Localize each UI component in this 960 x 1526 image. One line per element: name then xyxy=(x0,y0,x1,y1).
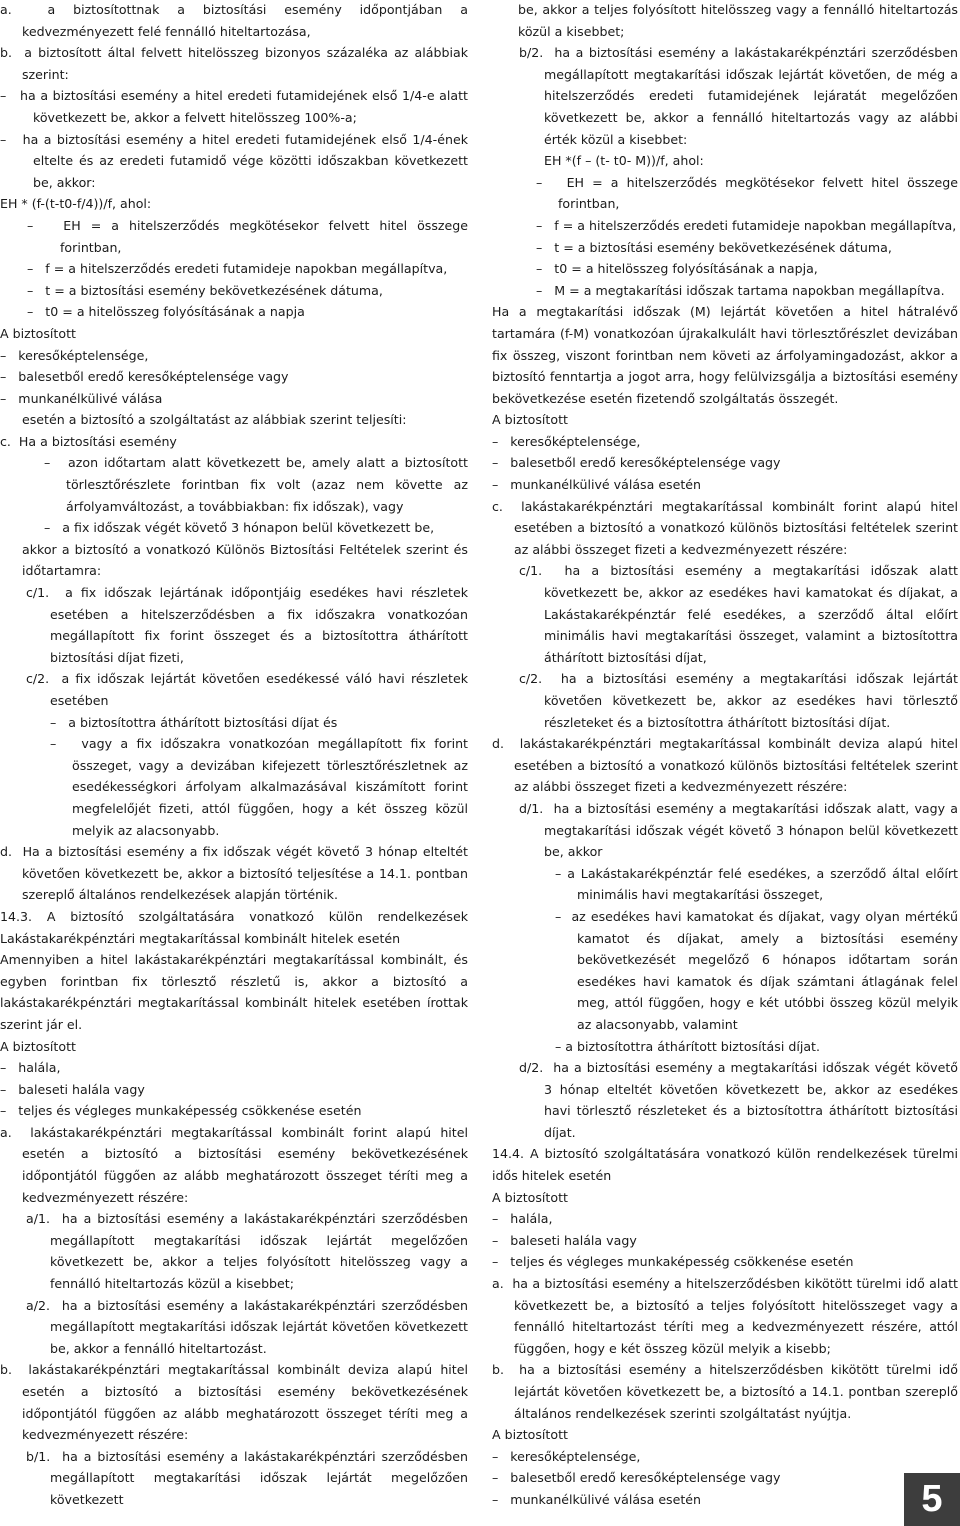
paragraph: d/1. ha a biztosítási esemény a megtakarítási időszak alatt, vagy a megtakarítási időszak végét követő 3 hónapon belül következett be, akkor xyxy=(519,800,958,860)
right-column xyxy=(492,0,958,1511)
paragraph: d/2. ha a biztosítási esemény a megtakarítási időszak végét követő 3 hónap elteltét követően következett be, akkor az esedékes havi törlesztő részleteket és a biztosítottra áthárított biztosítási díjat. xyxy=(519,1060,958,1140)
paragraph: – t0 = a hitelösszeg folyósításának a napja xyxy=(27,304,305,320)
paragraph: – f = a hitelszerződés eredeti futamideje napokban megállapítva, xyxy=(27,261,448,277)
paragraph: – azon időtartam alatt következett be, amely alatt a biztosított törlesztőrészlete forintban fix volt (azaz nem követte az árfolyamváltozást, a továbbiakban: fix időszak), vagy xyxy=(44,455,468,514)
paragraph: 14.4. A biztosító szolgáltatására vonatkozó külön rendelkezések türelmi idős hitelek esetén xyxy=(492,1146,958,1184)
paragraph: b. ha a biztosítási esemény a hitelszerződésben kikötött türelmi idő lejártát követően következett be, a biztosító a 14.1. pontban szereplő általános rendelkezések szerinti szolgáltatást nyújtja. xyxy=(492,1362,958,1421)
paragraph: 14.3. A biztosító szolgáltatására vonatkozó külön rendelkezések Lakástakarékpénztári megtakarítással kombinált hitelek esetén xyxy=(0,908,468,946)
paragraph: a/1. ha a biztosítási esemény a lakástakarékpénztári szerződésben megállapított megtakarítási időszak lejártát megelőzően következett be, akkor a teljes folyósított hitelösszeg vagy a fennálló hiteltartozás közül a kisebbet; xyxy=(26,1211,468,1292)
paragraph: – EH = a hitelszerződés megkötésekor felvett hitel összege forintban, xyxy=(27,217,468,255)
paragraph: a. ha a biztosítási esemény a hitelszerződésben kikötött türelmi idő alatt következett be, a biztosító a teljes folyósított hitelösszeget vagy a fennálló hiteltartozást téríti meg a kedvezményezett részére, attól függően, hogy e két összeg közül melyik a kisebb; xyxy=(492,1276,958,1356)
paragraph: b. lakástakarékpénztári megtakarítással kombinált deviza alapú hitel esetén a biztosító a biztosítási esemény bekövetkezésének időpontjától függően az alább meghatározott összeget téríti meg a kedvezményezett részére: xyxy=(0,1362,468,1443)
paragraph: – keresőképtelensége, xyxy=(492,433,641,449)
paragraph: b. a biztosított által felvett hitelösszeg bizonyos százaléka az alábbiak szerint: xyxy=(0,45,468,82)
paragraph: c/2. ha a biztosítási esemény a megtakarítási időszak lejártát követően következett be, akkor az esedékes havi törlesztő részleteket és a biztosítottra áthárított biztosítási díjat. xyxy=(519,671,958,730)
paragraph: – munkanélkülivé válása esetén xyxy=(492,1491,702,1507)
paragraph: – baleseti halála vagy xyxy=(492,1232,637,1248)
paragraph: c/1. ha a biztosítási esemény a megtakarítási időszak alatt következett be, akkor az esedékes havi kamatokat és díjakat, a Lakástakarékpénztár felé esedékes, a szerződő által előírt minimális havi megtakarítási összeget, valamint a biztosítottra áthárított biztosítási díjat, xyxy=(519,563,958,665)
paragraph: – balesetből eredő keresőképtelensége vagy xyxy=(0,369,289,385)
paragraph: – teljes és végleges munkaképesség csökkenése esetén xyxy=(0,1103,362,1119)
paragraph: A biztosított xyxy=(492,1189,568,1205)
paragraph: be, akkor a teljes folyósított hitelösszeg vagy a fennálló hiteltartozás közül a kisebbet; xyxy=(518,2,958,39)
paragraph: – t0 = a hitelösszeg folyósításának a napja, xyxy=(536,261,818,277)
paragraph: – teljes és végleges munkaképesség csökkenése esetén xyxy=(492,1254,854,1270)
paragraph: b/2. ha a biztosítási esemény a lakástakarékpénztári szerződésben megállapított megtakarítási időszak lejártát követően, de még a hitelszerződés eredeti futamidejének lejáratát megelőzően következett be, akkor a fennálló hiteltartozás vagy az alábbi érték közül a kisebbet: xyxy=(519,45,958,147)
paragraph: – keresőképtelensége, xyxy=(492,1448,641,1464)
paragraph: – baleseti halála vagy xyxy=(0,1081,145,1097)
paragraph: c. Ha a biztosítási esemény xyxy=(0,433,177,449)
paragraph: – halála, xyxy=(492,1211,553,1227)
paragraph: EH * (f-(t-t0-f/4))/f, ahol: xyxy=(0,196,152,212)
paragraph: c/1. a fix időszak lejártának időpontjáig esedékes havi részletek esetében a hitelszerződésben a fix időszakra vonatkozóan megállapított fix forint összeget és a biztosítottra áthárított biztosítási díjat fizeti, xyxy=(26,585,468,665)
paragraph: a. a biztosítottnak a biztosítási esemény időpontjában a kedvezményezett felé fennálló hiteltartozása, xyxy=(0,2,468,39)
paragraph: Amennyiben a hitel lakástakarékpénztári megtakarítással kombinált, és egyben forintban fix törlesztő részletű is, akkor a biztosító a lakástakarékpénztári megtakarítással kombinált hitelek esetében írottak szerint jár el. xyxy=(0,952,468,1032)
paragraph: esetén a biztosító a szolgáltatást az alábbiak szerint teljesíti: xyxy=(22,412,407,428)
paragraph: EH *(f – (t- t0- M))/f, ahol: xyxy=(544,153,704,169)
paragraph: – keresőképtelensége, xyxy=(0,347,149,363)
paragraph: – f = a hitelszerződés eredeti futamideje napokban megállapítva, xyxy=(536,217,957,233)
paragraph: – a fix időszak végét követő 3 hónapon belül következett be, xyxy=(44,520,435,536)
paragraph: c/2. a fix időszak lejártát követően esedékessé váló havi részletek esetében xyxy=(26,671,468,708)
paragraph: – ha a biztosítási esemény a hitel eredeti futamidejének első 1/4-ének eltelte és az eredeti futamidő vége közötti időszakban következett be, akkor: xyxy=(0,131,468,190)
paragraph: A biztosított xyxy=(492,1427,568,1443)
paragraph: b/1. ha a biztosítási esemény a lakástakarékpénztári szerződésben megállapított megtakarítási időszak lejártát megelőzően következett xyxy=(26,1448,468,1507)
paragraph: – a Lakástakarékpénztár felé esedékes, a szerződő által előírt minimális havi megtakarítási összeget, xyxy=(555,865,958,903)
page-number-badge: 5 xyxy=(904,1473,960,1526)
paragraph: – az esedékes havi kamatokat és díjakat, vagy olyan mértékű kamatot és díjakat, amely a biztosítási esemény bekövetkezését megelőző 6 hónapos időtartam során esedékes havi kamatok és díjak számtani átlagának felel meg, attól függően, hogy e két utóbbi összeg közül melyik az alacsonyabb, valamint xyxy=(555,908,958,1032)
paragraph: – munkanélkülivé válása xyxy=(0,390,163,406)
paragraph: a. lakástakarékpénztári megtakarítással kombinált forint alapú hitel esetén a biztosító a biztosítási esemény bekövetkezésének időpontjától függően az alább meghatározott összeget téríti meg a kedvezményezett részére: xyxy=(0,1124,468,1205)
paragraph: – EH = a hitelszerződés megkötésekor felvett hitel összege forintban, xyxy=(536,174,958,212)
paragraph: d. lakástakarékpénztári megtakarítással kombinált deviza alapú hitel esetében a biztosító a vonatkozó különös biztosítási feltételek szerint az alábbi összeget fizeti a kedvezményezett részére: xyxy=(492,736,958,795)
paragraph: d. Ha a biztosítási esemény a fix időszak végét követő 3 hónap elteltét követően következett be, akkor a biztosító teljesítése a 14.1. pontban szereplő általános rendelkezések alapján történik. xyxy=(0,844,468,903)
paragraph: c. lakástakarékpénztári megtakarítással kombinált forint alapú hitel esetében a biztosító a vonatkozó különös biztosítási feltételek szerint az alábbi összeget fizeti a kedvezményezett részére: xyxy=(492,498,958,557)
paragraph: – balesetből eredő keresőképtelensége vagy xyxy=(492,1470,781,1486)
paragraph: akkor a biztosító a vonatkozó Különös Biztosítási Feltételek szerint és időtartamra: xyxy=(22,541,468,579)
paragraph: – M = a megtakarítási időszak tartama napokban megállapítva. xyxy=(536,282,945,298)
paragraph: – balesetből eredő keresőképtelensége vagy xyxy=(492,455,781,471)
paragraph: – ha a biztosítási esemény a hitel eredeti futamidejének első 1/4-e alatt következett be, akkor a felvett hitelösszeg 100%-a; xyxy=(0,88,468,125)
paragraph: – halála, xyxy=(0,1060,61,1076)
paragraph: – t = a biztosítási esemény bekövetkezésének dátuma, xyxy=(27,282,383,298)
paragraph: – vagy a fix időszakra vonatkozóan megállapított fix forint összeget, vagy a devizában kifejezett törlesztőrészletnek az esedékességkori árfolyam alkalmazásával kiszámított forint megfelelőjét fizeti, attól függően, hogy a két összeg közül melyik az alacsonyabb. xyxy=(50,736,468,838)
paragraph: A biztosított xyxy=(492,412,568,428)
paragraph: a/2. ha a biztosítási esemény a lakástakarékpénztári szerződésben megállapított megtakarítási időszak lejártát követően következett be, akkor a fennálló hiteltartozást. xyxy=(26,1297,468,1356)
paragraph: – munkanélkülivé válása esetén xyxy=(492,477,702,493)
paragraph: Ha a megtakarítási időszak (M) lejártát követően a hitel hátralévő tartamára (f-M) vonatkozóan újrakalkulált havi törlesztőrészlet devizában fix összeg, viszont forintban nem követi az árfolyamingadozást, akkor a biztosító fenntartja a jogot arra, hogy felülvizsgálja a biztosítási esemény bekövetkezése esetén fizetendő szolgáltatás összegét. xyxy=(492,304,958,406)
left-column xyxy=(0,0,468,1511)
paragraph: – a biztosítottra áthárított biztosítási díjat és xyxy=(50,714,338,730)
paragraph: A biztosított xyxy=(0,1038,76,1054)
paragraph: A biztosított xyxy=(0,325,76,341)
paragraph: – a biztosítottra áthárított biztosítási díjat. xyxy=(555,1038,820,1054)
paragraph: – t = a biztosítási esemény bekövetkezésének dátuma, xyxy=(536,239,892,255)
